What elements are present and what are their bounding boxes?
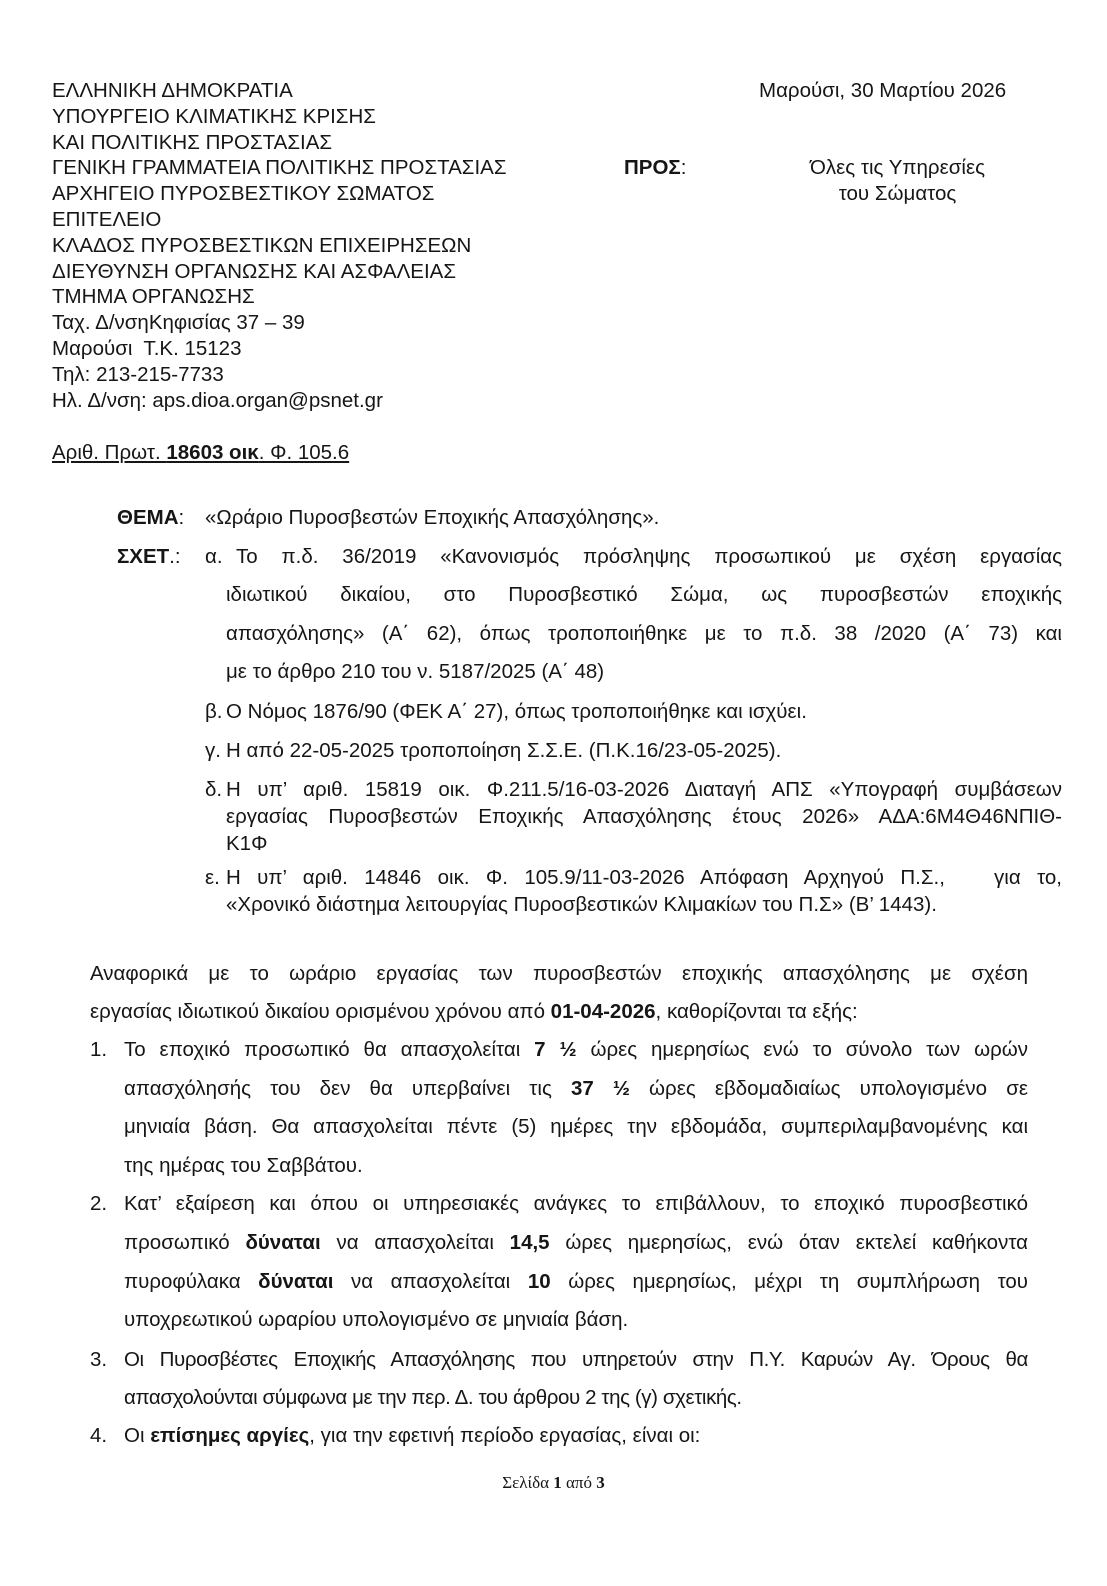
item-text: απασχόλησής του δεν θα υπερβαίνει τις — [124, 1077, 571, 1100]
intro-text: εργασίας ιδιωτικού δικαίου ορισμένου χρόνου από — [90, 1000, 551, 1023]
item-text: να απασχολείται — [320, 1231, 510, 1254]
page-prefix: Σελίδα — [502, 1473, 554, 1492]
reference-c-line: Η από 22-05-2025 τροποποίηση Σ.Σ.Ε. (Π.Κ.16/23-05-2025). — [226, 739, 782, 762]
recipient-label-text: ΠΡΟΣ — [624, 156, 681, 179]
header-line: ΚΑΙ ΠΟΛΙΤΙΚΗΣ ΠΡΟΣΤΑΣΙΑΣ — [52, 130, 333, 154]
reference-a-line: απασχόλησης» (Α΄ 62), όπως τροποποιήθηκε με το π.δ. 38 /2020 (Α΄ 73) και — [226, 622, 1062, 645]
page-footer — [0, 1473, 1107, 1493]
recipient-label — [624, 155, 686, 181]
subject-label — [117, 506, 184, 530]
protocol-suffix: . Φ. 105.6 — [258, 441, 350, 464]
item-2-line — [124, 1231, 1028, 1255]
references-label-text: ΣΧΕΤ — [117, 545, 170, 568]
reference-b-line: Ο Νόμος 1876/90 (ΦΕΚ Α΄ 27), όπως τροποποιήθηκε και ισχύει. — [226, 700, 807, 723]
header-line: ΔΙΕΥΘΥΝΣΗ ΟΡΓΑΝΩΣΗΣ ΚΑΙ ΑΣΦΑΛΕΙΑΣ — [52, 259, 456, 283]
item-text: προσωπικό — [124, 1231, 246, 1254]
sender-header — [52, 78, 507, 413]
header-line: ΕΠΙΤΕΛΕΙΟ — [52, 207, 162, 231]
item-text: ώρες ημερησίως, μέχρι τη συμπλήρωση του — [550, 1270, 1028, 1293]
item-4-line — [124, 1424, 700, 1448]
reference-a-line: ιδιωτικού δικαίου, στο Πυροσβεστικό Σώμα, ως πυροσβεστών εποχικής — [226, 583, 1062, 606]
item-number: 2. — [90, 1192, 108, 1215]
header-line: ΥΠΟΥΡΓΕΙΟ ΚΛΙΜΑΤΙΚΗΣ ΚΡΙΣΗΣ — [52, 104, 376, 128]
emphasis-bold: δύναται — [245, 1231, 321, 1254]
item-1-line: μηνιαία βάση. Θα απασχολείται πέντε (5) ημέρες την εβδομάδα, συμπεριλαμβανομένης και — [124, 1115, 1028, 1138]
header-line: ΓΕΝΙΚΗ ΓΡΑΜΜΑΤΕΙΑ ΠΟΛΙΤΙΚΗΣ ΠΡΟΣΤΑΣΙΑΣ — [52, 156, 507, 180]
protocol-number — [52, 440, 349, 466]
item-1-line — [124, 1038, 1028, 1062]
reference-e-line: Η υπ’ αριθ. 14846 οικ. Φ. 105.9/11-03-2026 Απόφαση Αρχηγού Π.Σ., για το, — [226, 866, 1062, 889]
holidays-bold: επίσημες αργίες — [150, 1424, 310, 1447]
page-total: 3 — [596, 1473, 605, 1492]
page-middle: από — [561, 1473, 597, 1492]
intro-line: Αναφορικά με το ωράριο εργασίας των πυροσβεστών εποχικής απασχόλησης με σχέση — [90, 962, 1028, 985]
reference-d-line: εργασίας Πυροσβεστών Εποχικής Απασχόλησης έτους 2026» ΑΔΑ:6Μ4Θ46ΝΠΙΘ- — [226, 805, 1062, 828]
reference-d-line: Η υπ’ αριθ. 15819 οικ. Φ.211.5/16-03-2026 Διαταγή ΑΠΣ «Υπογραφή συμβάσεων — [226, 778, 1062, 801]
hours-bold: 7 ½ — [534, 1038, 577, 1061]
reference-a-line: με το άρθρο 210 του ν. 5187/2025 (Α΄ 48) — [226, 660, 605, 683]
postal-line: Μαρούσι Τ.Κ. 15123 — [52, 336, 242, 360]
header-line: ΚΛΑΔΟΣ ΠΥΡΟΣΒΕΣΤΙΚΩΝ ΕΠΙΧΕΙΡΗΣΕΩΝ — [52, 233, 472, 257]
item-text: να απασχολείται — [333, 1270, 528, 1293]
references-label — [117, 545, 181, 569]
intro-line — [90, 1000, 858, 1024]
recipient-value — [760, 155, 1035, 207]
subject-text: «Ωράριο Πυροσβεστών Εποχικής Απασχόλησης». — [205, 506, 660, 529]
item-3-line: Οι Πυροσβέστες Εποχικής Απασχόλησης που υπηρετούν στην Π.Υ. Καρυών Αγ. Όρους θα — [124, 1348, 1028, 1371]
item-1-line — [124, 1077, 1028, 1101]
protocol-prefix: Αριθ. Πρωτ. — [52, 441, 167, 464]
item-2-line — [124, 1270, 1028, 1294]
item-2-line: υποχρεωτικού ωραρίου υπολογισμένο σε μηνιαία βάση. — [124, 1308, 629, 1331]
reference-marker: α. — [205, 545, 223, 568]
phone-line: Τηλ: 213-215-7733 — [52, 362, 224, 386]
address-line: Ταχ. Δ/νσηΚηφισίας 37 – 39 — [52, 311, 305, 335]
item-text: ώρες ημερησίως, ενώ όταν εκτελεί καθήκοντα — [549, 1231, 1028, 1254]
reference-e-line: «Χρονικό διάστημα λειτουργίας Πυροσβεστικών Κλιμακίων του Π.Σ» (Β’ 1443). — [226, 893, 937, 916]
subject-label-text: ΘΕΜΑ — [117, 506, 179, 529]
reference-marker: δ. — [205, 778, 223, 801]
reference-marker: ε. — [205, 866, 220, 889]
item-text: πυροφύλακα — [124, 1270, 259, 1293]
reference-d-line: Κ1Φ — [226, 832, 268, 855]
recipient-colon: : — [680, 156, 687, 179]
email-line: Ηλ. Δ/νση: aps.dioa.organ@psnet.gr — [52, 388, 383, 412]
emphasis-bold: δύναται — [258, 1270, 334, 1293]
item-text: Οι — [124, 1424, 151, 1447]
hours-bold: 37 ½ — [570, 1077, 630, 1100]
item-text: , για την εφετινή περίοδο εργασίας, είναι οι: — [309, 1424, 701, 1447]
item-number: 4. — [90, 1424, 108, 1447]
effective-date: 01-04-2026 — [550, 1000, 656, 1023]
item-3-line: απασχολούνται σύμφωνα με την περ. Δ. του άρθρου 2 της (γ) σχετικής. — [124, 1386, 742, 1409]
protocol-number-bold: 18603 οικ — [166, 441, 259, 464]
intro-text: , καθορίζονται τα εξής: — [655, 1000, 858, 1023]
item-number: 3. — [90, 1348, 108, 1371]
page-number: 1 — [553, 1473, 562, 1492]
item-text: ώρες ημερησίως ενώ το σύνολο των ωρών — [576, 1038, 1028, 1061]
item-2-line: Κατ’ εξαίρεση και όπου οι υπηρεσιακές ανάγκες το επιβάλλουν, το εποχικό πυροσβεστικό — [124, 1192, 1028, 1215]
item-text: ώρες εβδομαδιαίως υπολογισμένο σε — [629, 1077, 1028, 1100]
recipient-line: του Σώματος — [838, 181, 957, 205]
hours-bold: 10 — [527, 1270, 551, 1293]
subject-colon: : — [178, 506, 185, 529]
item-number: 1. — [90, 1038, 108, 1061]
document-date: Μαρούσι, 30 Μαρτίου 2026 — [759, 79, 1007, 102]
item-1-line: της ημέρας του Σαββάτου. — [124, 1154, 363, 1177]
recipient-line: Όλες τις Υπηρεσίες — [810, 156, 985, 179]
reference-marker: γ. — [205, 739, 221, 762]
hours-bold: 14,5 — [509, 1231, 550, 1254]
header-line: ΑΡΧΗΓΕΙΟ ΠΥΡΟΣΒΕΣΤΙΚΟΥ ΣΩΜΑΤΟΣ — [52, 182, 435, 206]
references-colon: .: — [169, 545, 181, 568]
header-line: ΕΛΛΗΝΙΚΗ ΔΗΜΟΚΡΑΤΙΑ — [52, 79, 293, 102]
item-text: Το εποχικό προσωπικό θα απασχολείται — [124, 1038, 535, 1061]
reference-a-line: Το π.δ. 36/2019 «Κανονισμός πρόσληψης προσωπικού με σχέση εργασίας — [236, 545, 1062, 568]
header-line: ΤΜΗΜΑ ΟΡΓΑΝΩΣΗΣ — [52, 285, 255, 309]
reference-marker: β. — [205, 700, 223, 723]
